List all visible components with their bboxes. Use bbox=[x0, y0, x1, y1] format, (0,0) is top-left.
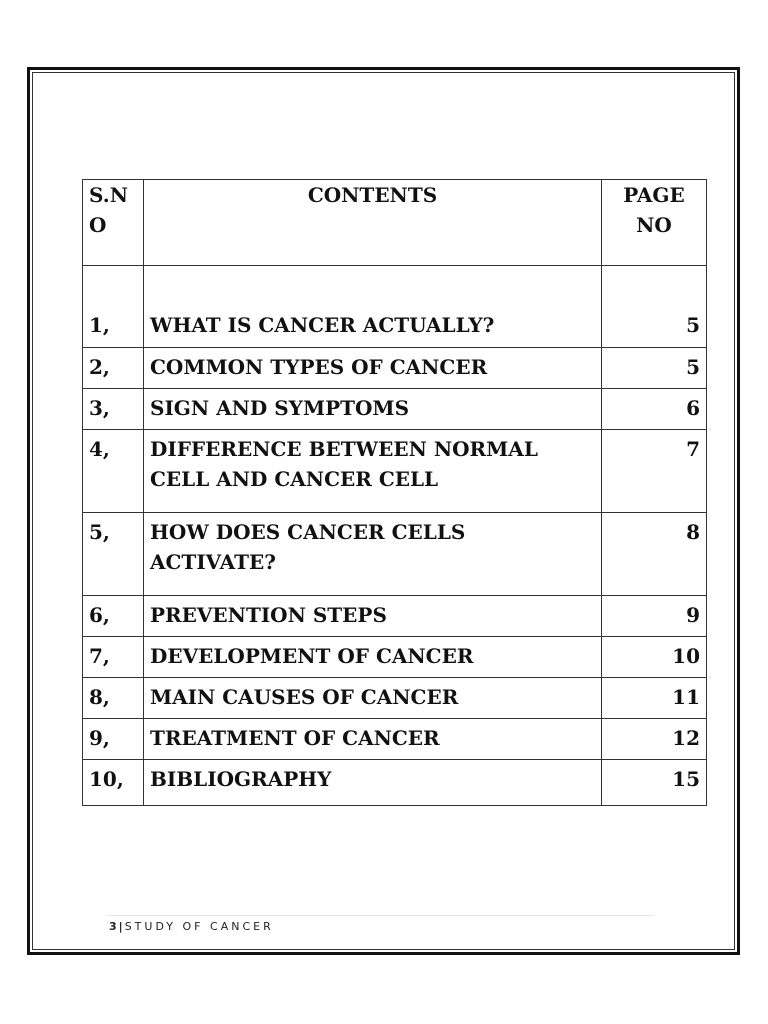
page-footer bbox=[109, 920, 274, 933]
row-title: HOW DOES CANCER CELLS ACTIVATE? bbox=[144, 513, 602, 596]
row-title: DIFFERENCE BETWEEN NORMAL CELL AND CANCER CELL bbox=[144, 430, 602, 513]
table-row bbox=[83, 596, 707, 637]
row-sno: 1, bbox=[83, 266, 144, 348]
row-title: BIBLIOGRAPHY bbox=[144, 760, 602, 806]
row-title: COMMON TYPES OF CANCER bbox=[144, 348, 602, 389]
row-page: 8 bbox=[602, 513, 707, 596]
contents-table bbox=[82, 179, 707, 806]
header-sno: S.N O bbox=[83, 180, 144, 266]
row-page: 11 bbox=[602, 678, 707, 719]
row-page: 9 bbox=[602, 596, 707, 637]
row-title: DEVELOPMENT OF CANCER bbox=[144, 637, 602, 678]
footer-separator: | bbox=[118, 920, 123, 933]
footer-title: STUDY OF CANCER bbox=[124, 920, 274, 933]
table-row bbox=[83, 348, 707, 389]
row-page: 5 bbox=[602, 348, 707, 389]
table-header-row bbox=[83, 180, 707, 266]
row-title: SIGN AND SYMPTOMS bbox=[144, 389, 602, 430]
table-row bbox=[83, 719, 707, 760]
row-sno: 8, bbox=[83, 678, 144, 719]
row-sno: 7, bbox=[83, 637, 144, 678]
row-sno: 9, bbox=[83, 719, 144, 760]
footer-divider bbox=[108, 915, 654, 916]
row-sno: 4, bbox=[83, 430, 144, 513]
footer-page-number: 3 bbox=[109, 920, 117, 933]
row-title: MAIN CAUSES OF CANCER bbox=[144, 678, 602, 719]
row-page: 5 bbox=[602, 266, 707, 348]
table-row bbox=[83, 637, 707, 678]
table-row bbox=[83, 760, 707, 806]
table-row bbox=[83, 430, 707, 513]
row-sno: 3, bbox=[83, 389, 144, 430]
row-sno: 10, bbox=[83, 760, 144, 806]
row-page: 10 bbox=[602, 637, 707, 678]
table-row bbox=[83, 513, 707, 596]
row-sno: 5, bbox=[83, 513, 144, 596]
table-row bbox=[83, 678, 707, 719]
table-row bbox=[83, 389, 707, 430]
row-page: 7 bbox=[602, 430, 707, 513]
row-sno: 6, bbox=[83, 596, 144, 637]
row-sno: 2, bbox=[83, 348, 144, 389]
row-title: PREVENTION STEPS bbox=[144, 596, 602, 637]
table-row bbox=[83, 266, 707, 348]
row-page: 15 bbox=[602, 760, 707, 806]
header-contents: CONTENTS bbox=[144, 180, 602, 266]
row-page: 12 bbox=[602, 719, 707, 760]
row-page: 6 bbox=[602, 389, 707, 430]
header-page-no: PAGE NO bbox=[602, 180, 707, 266]
row-title: TREATMENT OF CANCER bbox=[144, 719, 602, 760]
row-title: WHAT IS CANCER ACTUALLY? bbox=[144, 266, 602, 348]
